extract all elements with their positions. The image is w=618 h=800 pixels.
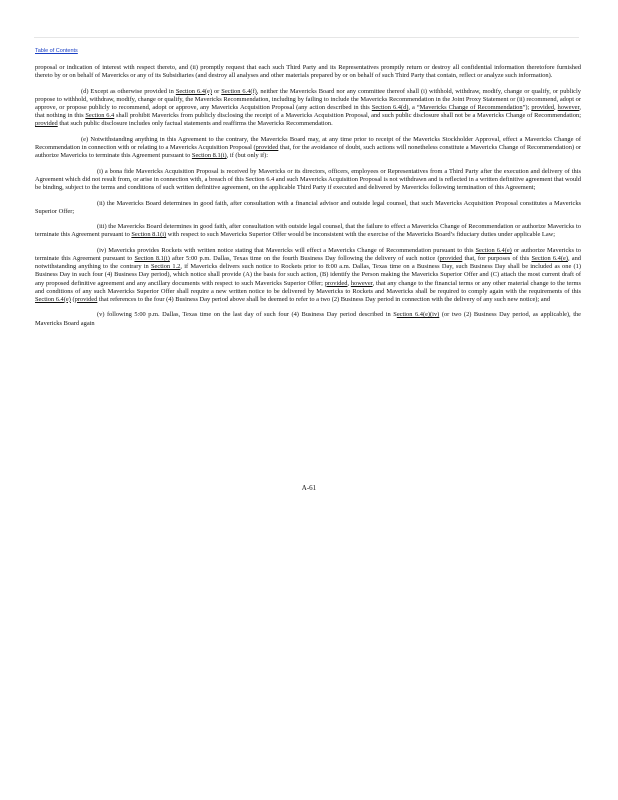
paragraph-e: (e) Notwithstanding anything in this Agreement to the contrary, the Mavericks Board may, at any time prior to receipt of the Mavericks Stockholder Approval, effect a Mavericks Change of Recommendation in connection with or relating to a Mavericks Acquisition Proposal (provided that, for the avoidance of doubt, such actions will nonetheless constitute a Mavericks Change of Recommendation) or authorize Mavericks to terminate this Agreement pursuant to Section 8.1(i), if (but only if): — [35, 135, 581, 160]
header-divider — [34, 37, 579, 38]
table-of-contents-link[interactable]: Table of Contents — [35, 48, 78, 54]
paragraph-e-i: (i) a bona fide Mavericks Acquisition Proposal is received by Mavericks or its directors, officers, employees or Representatives from a Third Party after the execution and delivery of this Agreement which did not result from, or arise in connection with, a breach of this Section 6.4 and such Mavericks Acquisition Proposal is not withdrawn and is reflected in a written definitive agreement that would be binding, subject to the terms and conditions of such written definitive agreement, on the applicable Third Party if executed and delivered by Mavericks following termination of this Agreement; — [35, 167, 581, 191]
paragraph-e-v: (v) following 5:00 p.m. Dallas, Texas time on the last day of such four (4) Business Day period described in Section 6.4(e)(iv) (or two (2) Business Day period, as applicable), the Mavericks Board again — [35, 311, 582, 327]
paragraph-e-iv: (iv) Mavericks provides Rockets with written notice stating that Mavericks will effect a Mavericks Change of Recommendation pursuant to this Section 6.4(e) or authorize Mavericks to terminate this Agreement pursuant to Section 8.1(i) after 5:00 p.m. Dallas, Texas time on the fourth Business Day following the delivery of such notice (provided that, for purposes of this Section 6.4(e), and notwithstanding anything to the contrary in Section 1.2, if Mavericks delivers such notice to Rockets prior to 8:00 a.m. Dallas, Texas time on a Business Day, such Business Day shall be included as one (1) Business Day in such four (4) Business Day period), which notice shall provide (A) the basis for such action, (B) identify the Person making the Mavericks Superior Offer and (C) attach the most current draft of any proposed definitive agreement and any ancillary documents with respect to such Mavericks Superior Offer; provided, however, that any change to the financial terms or any other material change to the terms and conditions of any such Mavericks Superior Offer shall require a new written notice to be delivered by Mavericks to Rockets and Mavericks shall be required to comply again with the requirements of this Section 6.4(e) (provided that references to the four (4) Business Day period above shall be deemed to refer to a two (2) Business Day period in connection with the delivery of any such new notice); and — [35, 247, 581, 303]
paragraph-e-iii: (iii) the Mavericks Board determines in good faith, after consultation with outside legal counsel, that the failure to effect a Mavericks Change of Recommendation or authorize Mavericks to terminate this Agreement pursuant to Section 8.1(i) with respect to such Mavericks Superior Offer would be inconsistent with the exercise of the Mavericks Board’s fiduciary duties under applicable Law; — [35, 223, 581, 239]
paragraph-e-ii: (ii) the Mavericks Board determines in good faith, after consultation with a financial advisor and outside legal counsel, that such Mavericks Acquisition Proposal constitutes a Mavericks Superior Offer; — [35, 199, 581, 215]
page-number: A-61 — [301, 484, 317, 492]
paragraph-d: (d) Except as otherwise provided in Section 6.4(e) or Section 6.4(f), neither the Mavericks Board nor any committee thereof shall (i) withhold, withdraw, modify, change or qualify, or publicly propose to withhold, withdraw, modify, change or qualify, the Mavericks Recommendation, including by failing to include the Mavericks Recommendation in the Joint Proxy Statement or (ii) recommend, adopt or approve, or propose publicly to recommend, adopt or approve, any Mavericks Acquisition Proposal (any action described in this Section 6.4(d), a “Mavericks Change of Recommendation”); provided, however, that nothing in this Section 6.4 shall prohibit Mavericks from publicly disclosing the receipt of a Mavericks Acquisition Proposal, and such public disclosure shall not be a Mavericks Change of Recommendation; provided that such public disclosure includes only factual statements and reaffirms the Mavericks Recommendation. — [35, 87, 581, 128]
document-body — [35, 64, 581, 335]
paragraph-continuation: proposal or indication of interest with respect thereto, and (ii) promptly request that each such Third Party and its Representatives promptly return or destroy all confidential information theretofore furnished thereto by or on behalf of Mavericks or any of its Subsidiaries (and destroy all analyses and other materials prepared by or on behalf of such Third Party that contain, reflect or analyze such information). — [35, 64, 581, 80]
